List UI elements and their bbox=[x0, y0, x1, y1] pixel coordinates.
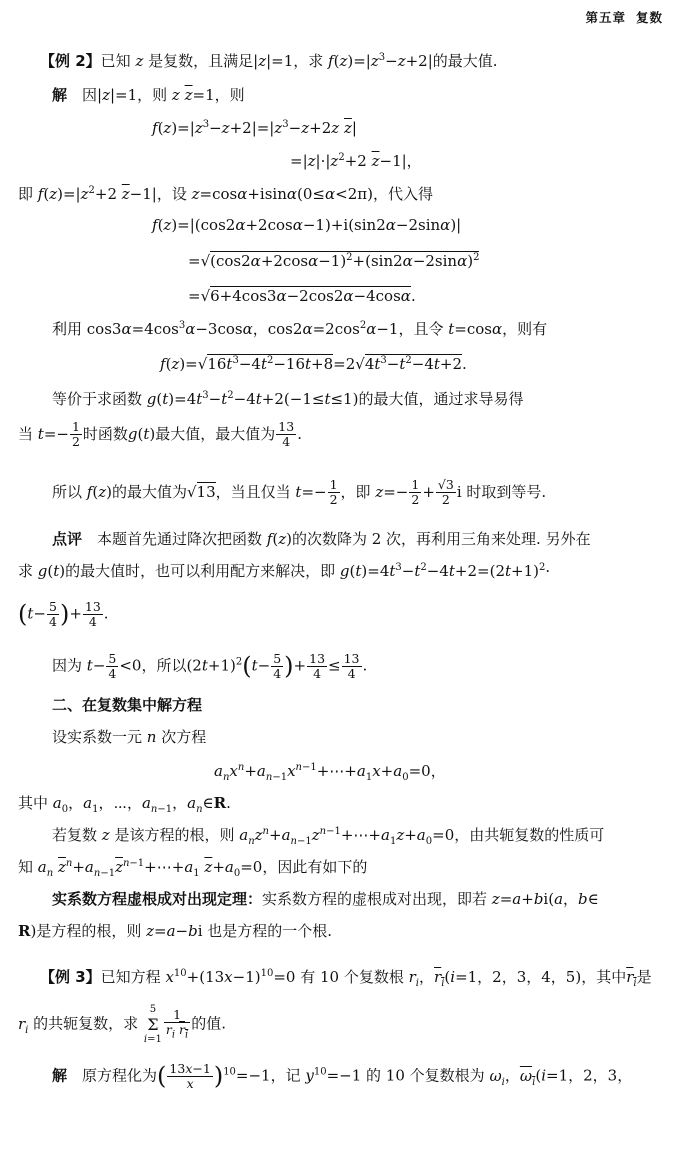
solution-line: 解 因|z|=1，则 z $\overline{z}=1$，则 bbox=[52, 86, 245, 104]
equation-line: $f(z)=|z^3-z+2|=|z^3-z+2z$ $\overline{z}|$ bbox=[152, 119, 357, 137]
text-line: 即 $f(z)=|z^2+2$ $\overline{z}-1|$，设 z=cosα+isinα(0≤α<2π)，代入得 bbox=[18, 185, 433, 203]
text-line: 知 $a_n$ $\overline{z}^n+a_{n-1}\overline{z}^{n-1}+\cdots+a_1$ $\overline{z}+a_0=0$，因此有如下的 bbox=[18, 858, 368, 879]
commentary-line: 求 g(t)的最大值时，也可以利用配方来解决，即 $g(t)=4t^3-t^2-4t+2=(2t+1)^2\cdot$ bbox=[18, 562, 551, 580]
text-line: 利用 $\cos 3\alpha=4\cos^3\alpha-3\cos\alpha$，$\cos 2\alpha=2\cos^2\alpha-1$，且令 t=cosα，则有 bbox=[52, 320, 548, 338]
section-heading: 二、在复数集中解方程 bbox=[52, 696, 203, 714]
equation-line: =√6+4cos3α−2cos2α−4cosα. bbox=[188, 287, 416, 305]
theorem-line: R)是方程的根，则 z=a−bi 也是方程的一个根. bbox=[18, 922, 333, 940]
text-line: 当 t=− $\frac{1}{2}$ 时函数g(t)最大值，最大值为 $\frac{13}{4}$ . bbox=[18, 419, 302, 450]
chapter-label: 第五章 bbox=[585, 10, 626, 25]
text-line: 设实系数一元 n 次方程 bbox=[52, 728, 207, 746]
running-header bbox=[585, 8, 663, 27]
commentary-line: 点评 本题首先通过降次把函数 f(z)的次数降为 2 次，再利用三角来处理. 另外在 bbox=[52, 530, 591, 548]
theorem-line: 实系数方程虚根成对出现定理：实系数方程的虚根成对出现，即若 z=a+bi(a，b∈ bbox=[52, 890, 599, 908]
example-3-statement: $r_i$ 的共轭复数，求 5 Σ i=1 $\frac{1}{r_i r_i}$ 的值. bbox=[18, 1004, 227, 1045]
equation-line: $=√(\cos 2\alpha+2\cos\alpha-1)^2+(\sin 2\alpha-2\sin\alpha)^2$ bbox=[188, 252, 480, 270]
equation-line: $f(z)=√16t^3-4t^2-16t+8=2√4t^3-t^2-4t+2$. bbox=[160, 355, 467, 373]
text-line: 其中 $a_0$，$a_1$，⋯，$a_{n-1}$，$a_n\in R$. bbox=[18, 794, 231, 815]
equation-line: $=|z|\cdot|z^2+2$ $\overline{z}-1|$， bbox=[290, 152, 422, 170]
text-line: 所以 f(z)的最大值为√13，当且仅当 t=− $\frac{1}{2}$ ，即 z=− $\frac{1}{2}$ + $\frac{√3}{2}$ i 时取到等号. bbox=[52, 477, 547, 508]
commentary-line: 因为 t− $\frac{5}{4}$ <0，所以$(2t+1)^2(t-$ $\frac{5}{4}$ )+ $\frac{13}{4}$ ≤ $\frac{13}{4}$ . bbox=[52, 650, 368, 682]
section-label: 复数 bbox=[635, 10, 663, 25]
example-3-statement: 【例 3】已知方程 $x^{10}+(13x-1)^{10}=0$ 有 10 个复数根 $r_i$，$r_i(i=1$，2，3，4，5)，其中$r_i$是 bbox=[40, 968, 652, 989]
text-line: 等价于求函数 $g(t)=4t^3-t^2-4t+2(-1\le t\le 1)$的最大值，通过求导易得 bbox=[52, 390, 524, 408]
text-line: 若复数 z 是该方程的根，则 $a_nz^n+a_{n-1}z^{n-1}+\cdots+a_1z+a_0=0$，由共轭复数的性质可 bbox=[52, 826, 605, 847]
equation-line: $a_nx^n+a_{n-1}x^{n-1}+\cdots+a_1x+a_0=0$， bbox=[214, 762, 446, 783]
equation-line: f(z)=|(cos2α+2cosα−1)+i(sin2α−2sinα)| bbox=[152, 216, 462, 234]
commentary-line: (t− $\frac{5}{4}$ )+ $\frac{13}{4}$ . bbox=[18, 598, 109, 630]
solution-line: 解 原方程化为( $\frac{13x-1}{x}$ )$^{10}$=−1，记 $y^{10}=-1$ 的 10 个复数根为 $\omega_i$，$\omega_i(i=1$，2，3， bbox=[52, 1060, 633, 1092]
example-2-statement: 【例 2】已知 z 是复数，且满足|z|=1，求 $f(z)=|z^3-z+2|$的最大值. bbox=[40, 52, 498, 70]
